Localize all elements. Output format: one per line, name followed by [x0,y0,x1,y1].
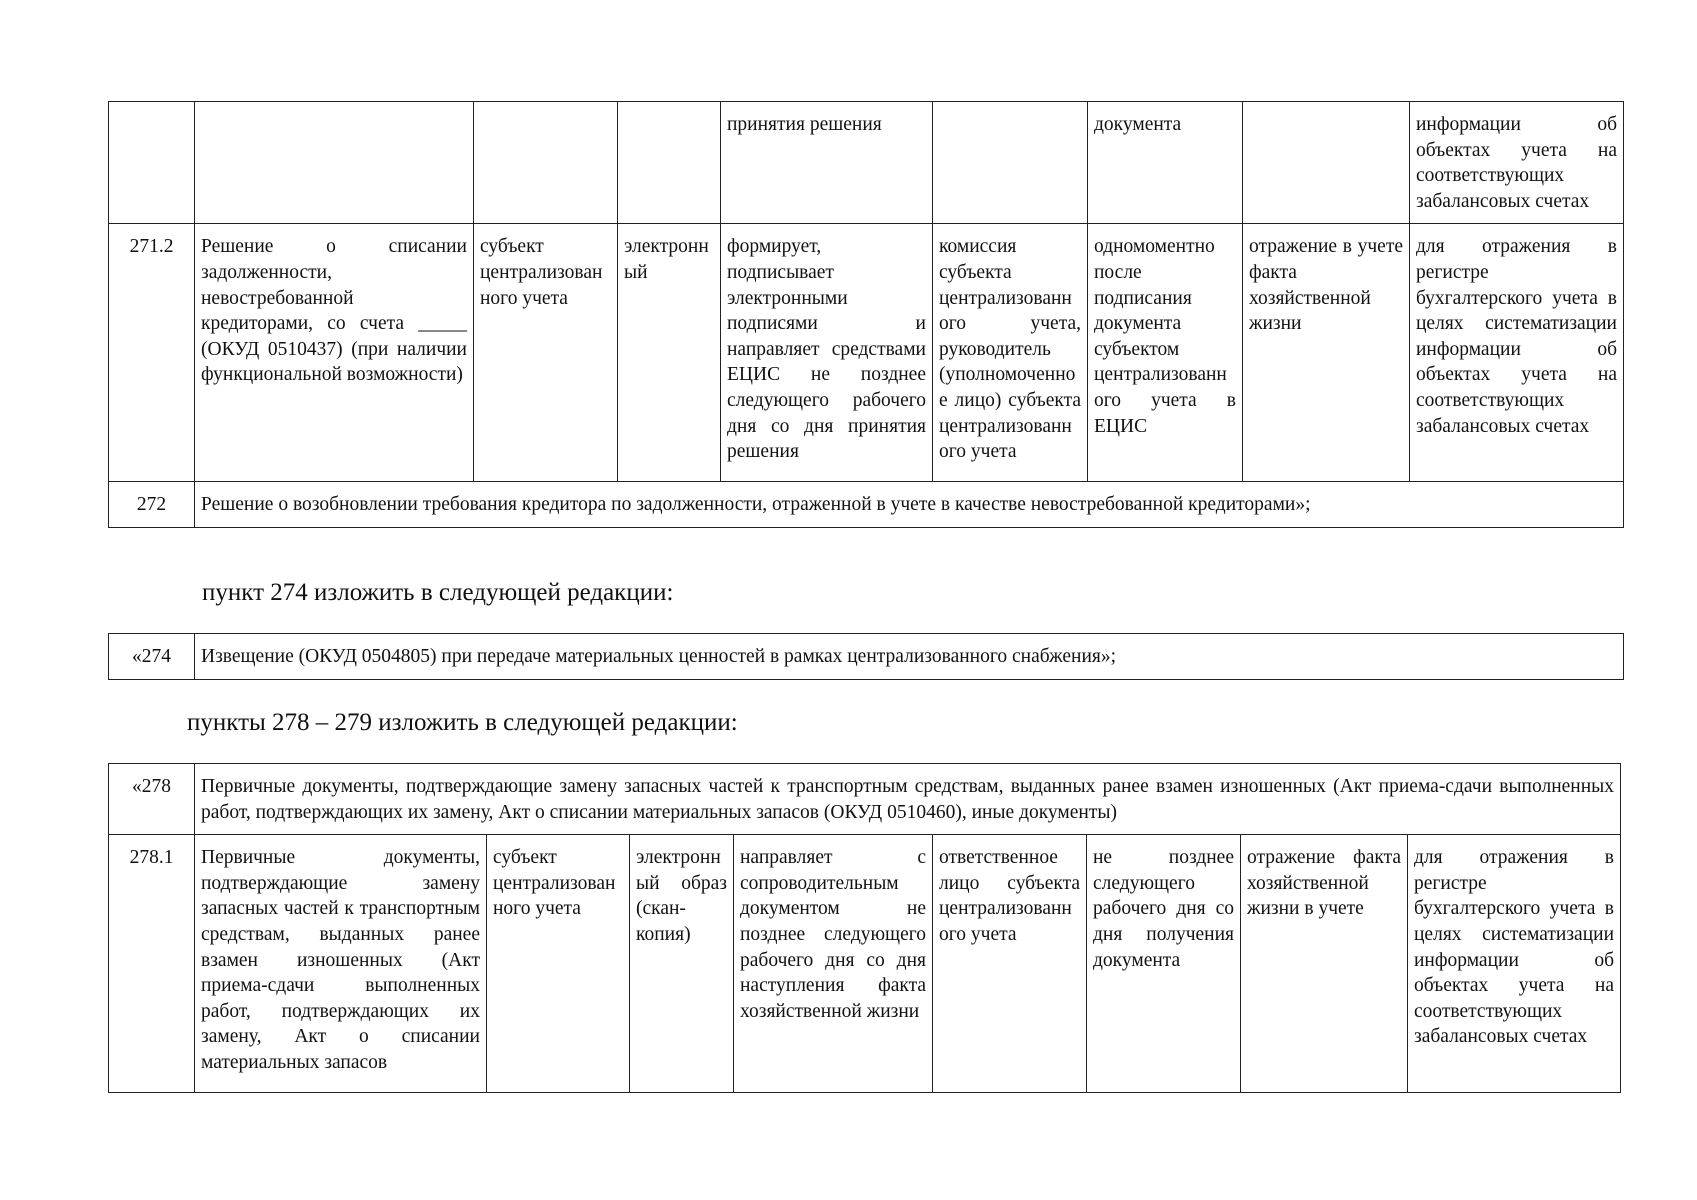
cell-format: электронный образ (скан-копия) [630,835,734,1093]
cell-usage: для отражения в регистре бухгалтерского учета в целях систематизации информации об объектах учета на соответствующих забалансовых счетах [1410,224,1624,482]
amendment-paragraph-274: пункт 274 изложить в следующей редакции: [202,579,674,606]
forms-table-271 [108,101,1624,528]
table-row-274 [109,634,1624,680]
cell-document: Решение о списании задолженности, невостребованной кредиторами, со счета _____ (ОКУД 0510437) (при наличии функциональной возможности) [195,224,474,482]
cell-signer: ответственное лицо субъекта централизованного учета [933,835,1087,1093]
cell-format: электронный [618,224,721,482]
row-number: 278.1 [109,835,195,1093]
row-number: 271.2 [109,224,195,482]
cell-timing: не позднее следующего рабочего дня со дня получения документа [1087,835,1241,1093]
table-row-continuation [109,102,1624,224]
cell-timing: одномоментно после подписания документа субъектом централизованного учета в ЕЦИС [1088,224,1243,482]
table-row-278 [109,764,1621,835]
cell-creator: субъект централизованного учета [474,224,618,482]
cell-merged-text: Первичные документы, подтверждающие замену запасных частей к транспортным средствам, выданных ранее взамен изношенных (Акт приема-сдачи выполненных работ, подтверждающих их замену, Акт о списании материальных запасов (ОКУД 0510460), иные документы) [195,764,1621,835]
row-number: «278 [109,764,195,835]
cell-purpose: отражение в учете факта хозяйственной жизни [1243,224,1410,482]
cell-action: формирует, подписывает электронными подписями и направляет средствами ЕЦИС не позднее следующего рабочего дня со дня принятия решения [721,224,933,482]
row-number: «274 [109,634,195,680]
table-row-271-2 [109,224,1624,482]
row-number: 272 [109,482,195,528]
cell-purpose [1243,102,1410,224]
cell-timing: документа [1088,102,1243,224]
table-row-278-1 [109,835,1621,1093]
cell-document: Первичные документы, подтверждающие замену запасных частей к транспортным средствам, выданных ранее взамен изношенных (Акт приема-сдачи выполненных работ, подтверждающих их замену, Акт о списании материальных запасов [195,835,487,1093]
cell-creator [474,102,618,224]
cell-usage: информации об объектах учета на соответствующих забалансовых счетах [1410,102,1624,224]
cell-format [618,102,721,224]
cell-num [109,102,195,224]
cell-action: направляет с сопроводительным документом не позднее следующего рабочего дня со дня наступления факта хозяйственной жизни [734,835,933,1093]
cell-action: принятия решения [721,102,933,224]
cell-usage: для отражения в регистре бухгалтерского учета в целях систематизации информации об объектах учета на соответствующих забалансовых счетах [1408,835,1621,1093]
forms-table-274 [108,633,1624,680]
cell-merged-text: Решение о возобновлении требования кредитора по задолженности, отраженной в учете в качестве невостребованной кредиторами»; [195,482,1624,528]
amendment-paragraph-278: пункты 278 – 279 изложить в следующей редакции: [187,709,738,736]
cell-creator: субъект централизованного учета [487,835,630,1093]
cell-document [195,102,474,224]
cell-signer [933,102,1088,224]
cell-merged-text: Извещение (ОКУД 0504805) при передаче материальных ценностей в рамках централизованного снабжения»; [195,634,1624,680]
forms-table-278 [108,763,1621,1093]
cell-signer: комиссия субъекта централизованного учета, руководитель (уполномоченное лицо) субъекта централизованного учета [933,224,1088,482]
cell-purpose: отражение факта хозяйственной жизни в учете [1241,835,1408,1093]
table-row-272 [109,482,1624,528]
